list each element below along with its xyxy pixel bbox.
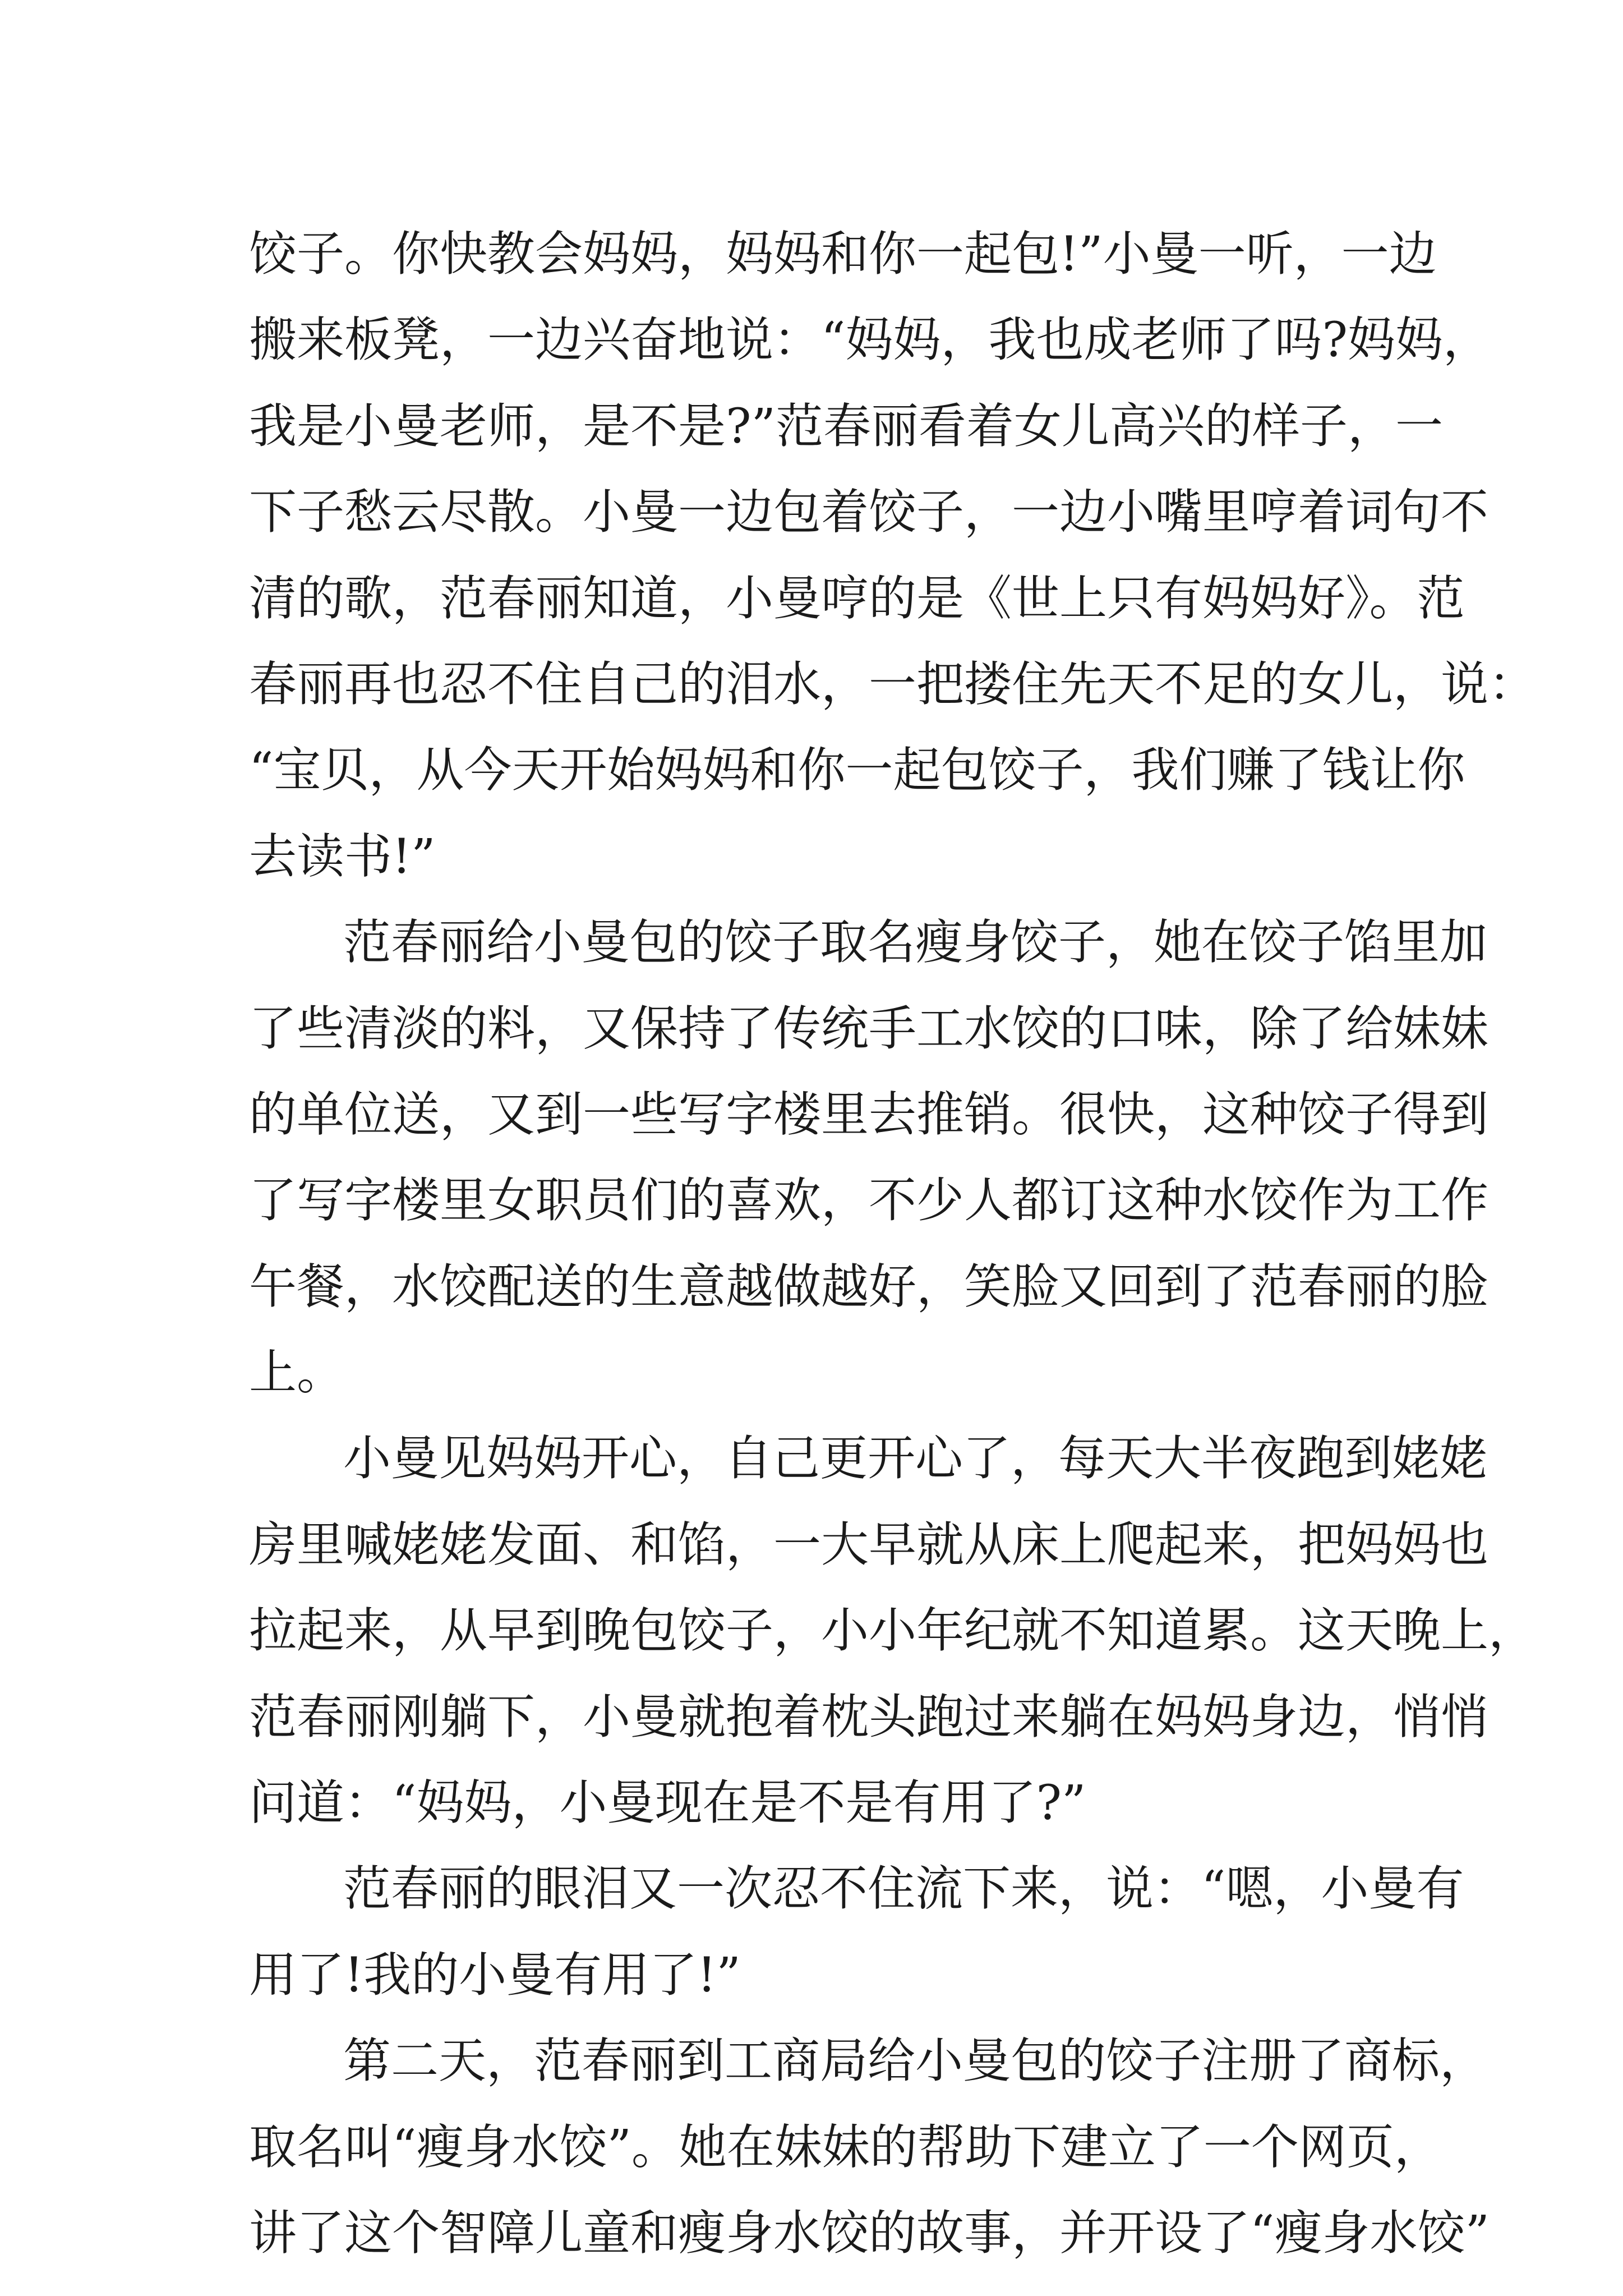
body-text [249, 211, 1537, 2276]
text-line: 讲了这个智障儿童和瘦身水饺的故事，并开设了“瘦身水饺” [249, 2205, 1490, 2261]
paragraph-first-line: 范春丽给小曼包的饺子取名瘦身饺子，她在饺子馅里加 [343, 915, 1488, 971]
text-line: 春丽再也忍不住自己的泪水，一把搂住先天不足的女儿，说： [249, 656, 1537, 712]
text-line: 了些清淡的料，又保持了传统手工水饺的口味，除了给妹妹 [249, 1001, 1489, 1057]
paragraph-first-line: 小曼见妈妈开心，自己更开心了，每天大半夜跑到姥姥 [343, 1431, 1488, 1487]
text-line: 了写字楼里女职员们的喜欢，不少人都订这种水饺作为工作 [249, 1173, 1489, 1229]
text-line: 清的歌，范春丽知道，小曼哼的是《世上只有妈妈好》。范 [249, 570, 1465, 627]
text-line: 我是小曼老师，是不是?”范春丽看着女儿高兴的样子，一 [249, 398, 1444, 454]
text-line-end: 上。 [249, 1345, 345, 1401]
text-line: 下子愁云尽散。小曼一边包着饺子，一边小嘴里哼着词句不 [249, 485, 1489, 541]
text-line: 拉起来，从早到晚包饺子，小小年纪就不知道累。这天晚上， [249, 1603, 1537, 1659]
text-line-end: 用了!我的小曼有用了!” [249, 1947, 741, 2003]
text-line-end: 去读书!” [249, 829, 436, 885]
text-line: 取名叫“瘦身水饺”。她在妹妹的帮助下建立了一个网页， [249, 2119, 1442, 2175]
paragraph-first-line: 范春丽的眼泪又一次忍不住流下来，说：“嗯，小曼有 [343, 1861, 1464, 1917]
text-line: 房里喊姥姥发面、和馅，一大早就从床上爬起来，把妈妈也 [249, 1517, 1489, 1573]
text-line: 饺子。你快教会妈妈，妈妈和你一起包!”小曼一听，一边 [249, 227, 1437, 282]
text-line: 的单位送，又到一些写字楼里去推销。很快，这种饺子得到 [249, 1087, 1489, 1143]
paragraph-first-line: 第二天，范春丽到工商局给小曼包的饺子注册了商标， [343, 2033, 1488, 2090]
text-line-end: 问道：“妈妈，小曼现在是不是有用了?” [249, 1775, 1086, 1832]
text-line: 午餐，水饺配送的生意越做越好，笑脸又回到了范春丽的脸 [249, 1259, 1489, 1315]
text-line: 搬来板凳，一边兴奋地说：“妈妈，我也成老师了吗?妈妈， [249, 312, 1491, 369]
text-line: “宝贝，从今天开始妈妈和你一起包饺子，我们赚了钱让你 [249, 743, 1465, 799]
text-line: 范春丽刚躺下，小曼就抱着枕头跑过来躺在妈妈身边，悄悄 [249, 1689, 1489, 1745]
